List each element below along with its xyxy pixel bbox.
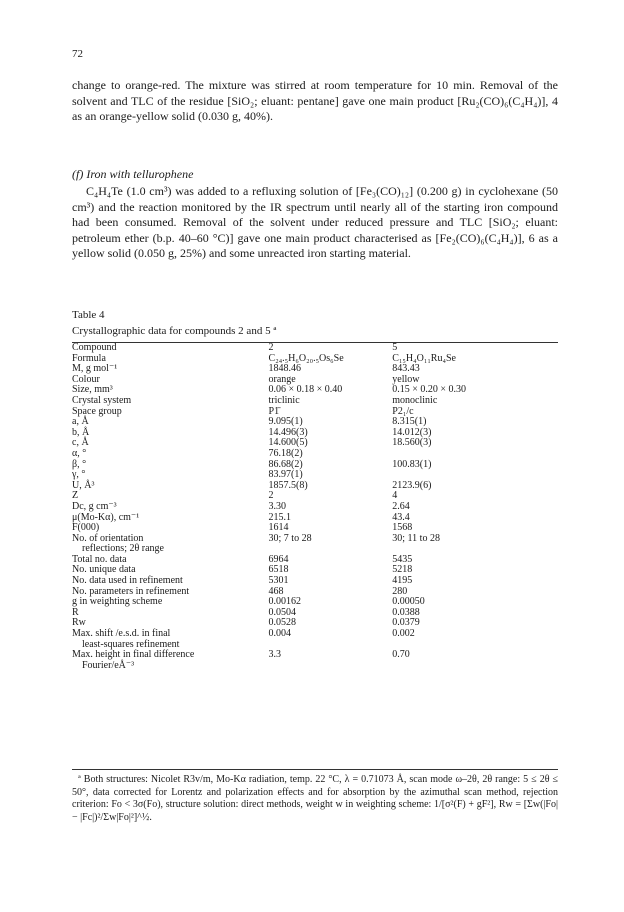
row-label: Crystal system bbox=[72, 394, 132, 406]
compound-2-value: 0.004 bbox=[268, 628, 292, 640]
row-label: Size, mm³ bbox=[72, 384, 113, 396]
compound-2-value bbox=[269, 661, 393, 672]
row-label: least-squares refinement bbox=[82, 638, 180, 650]
row-label: Total no. data bbox=[72, 553, 127, 565]
compound-5-value: 0.0379 bbox=[392, 617, 420, 629]
row-label: Colour bbox=[72, 373, 100, 385]
compound-2-value: 14.496(3) bbox=[268, 426, 308, 438]
compound-2-value: C₂₄.₅H₆O₂₀.₅Os₆Se bbox=[268, 352, 344, 364]
compound-5-value bbox=[392, 544, 558, 555]
compound-5-value: 14.012(3) bbox=[392, 426, 432, 438]
compound-2-value: 30; 7 to 28 bbox=[268, 532, 312, 544]
row-label: γ, ° bbox=[72, 469, 86, 481]
table-row bbox=[72, 650, 558, 661]
table-row bbox=[72, 597, 558, 608]
compound-5-value: 4 bbox=[392, 490, 398, 502]
row-label: U, Å³ bbox=[72, 479, 95, 491]
compound-5-value: P2₁/c bbox=[392, 405, 414, 417]
compound-2-value: 0.00162 bbox=[268, 596, 302, 608]
table-row bbox=[72, 343, 558, 354]
table-row bbox=[72, 502, 558, 513]
compound-2-value: 2 bbox=[268, 342, 274, 353]
compound-2-value: 1848.46 bbox=[268, 363, 302, 375]
row-label: Z bbox=[72, 490, 79, 502]
table-caption: Crystallographic data for compounds 2 and 5 ª bbox=[72, 325, 277, 337]
compound-2-value: P1̄ bbox=[268, 405, 280, 417]
compound-5-value: 1568 bbox=[392, 522, 413, 534]
compound-2-value: 0.0528 bbox=[268, 617, 297, 629]
compound-5-value: 4195 bbox=[392, 575, 413, 587]
row-label: Rw bbox=[72, 617, 86, 629]
table-row bbox=[72, 523, 558, 534]
row-label: a, Å bbox=[72, 416, 89, 428]
row-label: g in weighting scheme bbox=[72, 596, 163, 608]
compound-2-value: 3.3 bbox=[268, 649, 282, 661]
row-label: Compound bbox=[72, 342, 117, 353]
table-row bbox=[72, 364, 558, 375]
table-row bbox=[72, 481, 558, 492]
compound-2-value: 0.0504 bbox=[268, 606, 297, 618]
row-label: Formula bbox=[72, 352, 106, 364]
compound-2-value: 5301 bbox=[268, 575, 289, 587]
body-paragraph-2: C₄H₄Te (1.0 cm³) was added to a refluxing solution of [Fe₃(CO)₁₂] (0.200 g) in cyclohexane (50 cm³) and the reaction monitored by the IR spectrum until nearly all of the starting iron compound had been consumed. Removal of the solvent under reduced pressure and TLC [SiO₂; eluant: petroleum ether (b.p. 40–60 °C)] gave one main product characterised as [Fe₂(CO)₆(C₄H₄)], 6 as a yellow solid (0.050 g, 25%) and some unreacted iron starting material. bbox=[72, 184, 558, 260]
table-row bbox=[72, 460, 558, 471]
compound-2-value: 3.30 bbox=[268, 500, 287, 512]
table-row bbox=[72, 354, 558, 365]
row-label: Fourier/eÅ⁻³ bbox=[82, 659, 135, 671]
compound-5-value bbox=[392, 640, 558, 651]
body-paragraph-1: change to orange-red. The mixture was stirred at room temperature for 10 min. Removal of the solvent and TLC of the residue [SiO₂; eluant: pentane] gave one main product [Ru₂(CO)₆(C₄H₄)], 4 as an orange-yellow solid (0.030 g, 40%). bbox=[72, 78, 558, 123]
table-row bbox=[72, 385, 558, 396]
compound-2-value: 76.18(2) bbox=[268, 447, 303, 459]
table-row bbox=[72, 608, 558, 619]
compound-2-value: 2 bbox=[268, 490, 274, 502]
compound-2-value: 215.1 bbox=[268, 511, 292, 523]
compound-2-value: triclinic bbox=[268, 394, 300, 406]
row-label: β, ° bbox=[72, 458, 87, 470]
table-row bbox=[72, 407, 558, 418]
table-row bbox=[72, 661, 558, 672]
table-row bbox=[72, 513, 558, 524]
compound-2-value: 86.68(2) bbox=[268, 458, 303, 470]
compound-5-value: 280 bbox=[392, 585, 408, 597]
row-label: M, g mol⁻¹ bbox=[72, 363, 118, 375]
table-row bbox=[72, 438, 558, 449]
compound-5-value bbox=[392, 661, 558, 672]
table-row bbox=[72, 449, 558, 460]
compound-2-value: 83.97(1) bbox=[268, 469, 303, 481]
row-label: b, Å bbox=[72, 426, 90, 438]
compound-5-value: 5218 bbox=[392, 564, 413, 576]
row-label: μ(Mo-Kα), cm⁻¹ bbox=[72, 511, 140, 523]
row-label: Space group bbox=[72, 405, 122, 417]
compound-2-value: 6518 bbox=[268, 564, 289, 576]
row-label: No. of orientation bbox=[72, 532, 144, 544]
row-label: R bbox=[72, 606, 79, 618]
compound-5-value: 2123.9(6) bbox=[392, 479, 432, 491]
compound-2-value: 1614 bbox=[268, 522, 289, 534]
table-label: Table 4 bbox=[72, 309, 105, 321]
compound-5-value: 8.315(1) bbox=[392, 416, 427, 428]
table-row bbox=[72, 417, 558, 428]
table-row bbox=[72, 555, 558, 566]
compound-2-value: 468 bbox=[268, 585, 284, 597]
row-label: No. data used in refinement bbox=[72, 575, 183, 587]
compound-2-value: 14.600(5) bbox=[268, 437, 308, 449]
section-heading: (f) Iron with tellurophene bbox=[72, 167, 194, 181]
row-label: Max. height in final difference bbox=[72, 649, 195, 661]
compound-5-value: 5435 bbox=[392, 553, 413, 565]
compound-5-value: 100.83(1) bbox=[392, 458, 432, 470]
compound-5-value: 0.002 bbox=[392, 628, 415, 640]
compound-5-value: 0.00050 bbox=[392, 596, 425, 608]
row-label: Dc, g cm⁻³ bbox=[72, 500, 117, 512]
crystallographic-table bbox=[72, 343, 558, 671]
compound-2-value: 0.06 × 0.18 × 0.40 bbox=[268, 384, 343, 396]
table-footnote: ª Both structures: Nicolet R3v/m, Mo-Kα radiation, temp. 22 °C, λ = 0.71073 Å, scan mode ω–2θ, 2θ range: 5 ≤ 2θ ≤ 50°, data corrected for Lorentz and polarization effects and for absorption by the azimuthal scan method, rejection criterion: Fo < 3σ(Fo), structure solution: direct methods, weight w in weighting scheme: 1/[σ²(F) + gF²], Rw = [Σw(|Fo| − |Fc|)²/Σw|Fo|²]^½. bbox=[72, 774, 558, 823]
compound-5-value: 0.0388 bbox=[392, 606, 420, 618]
table-bottom-rule bbox=[72, 769, 558, 770]
row-label: reflections; 2θ range bbox=[82, 543, 164, 555]
compound-5-value: 43.4 bbox=[392, 511, 410, 523]
row-label: No. parameters in refinement bbox=[72, 585, 190, 597]
compound-2-value: orange bbox=[268, 373, 296, 385]
table-row bbox=[72, 428, 558, 439]
row-label: c, Å bbox=[72, 437, 89, 449]
table-body bbox=[72, 343, 558, 671]
compound-2-value: 6964 bbox=[268, 553, 289, 565]
compound-5-value: yellow bbox=[392, 373, 420, 385]
page-number: 72 bbox=[72, 48, 83, 60]
table-row bbox=[72, 396, 558, 407]
compound-5-value: C₁₅H₄O₁₁Ru₄Se bbox=[392, 352, 456, 364]
compound-2-value bbox=[269, 640, 393, 651]
compound-5-value: 2.64 bbox=[392, 500, 410, 512]
compound-5-value bbox=[392, 449, 558, 460]
compound-5-value: 0.70 bbox=[392, 649, 410, 661]
compound-2-value: 1857.5(8) bbox=[268, 479, 308, 491]
table-row bbox=[72, 470, 558, 481]
compound-5-value: 30; 11 to 28 bbox=[392, 532, 440, 544]
row-label: F(000) bbox=[72, 522, 100, 534]
row-label: No. unique data bbox=[72, 564, 136, 576]
compound-5-value: 5 bbox=[392, 342, 398, 353]
table-row bbox=[72, 491, 558, 502]
table-row bbox=[72, 544, 558, 555]
compound-2-value: 9.095(1) bbox=[268, 416, 303, 428]
compound-5-value: 18.560(3) bbox=[392, 437, 432, 449]
compound-5-value: 0.15 × 0.20 × 0.30 bbox=[392, 384, 467, 396]
row-label: α, ° bbox=[72, 447, 87, 459]
compound-5-value: 843.43 bbox=[392, 363, 420, 375]
compound-5-value: monoclinic bbox=[392, 394, 438, 406]
row-label: Max. shift /e.s.d. in final bbox=[72, 628, 171, 640]
